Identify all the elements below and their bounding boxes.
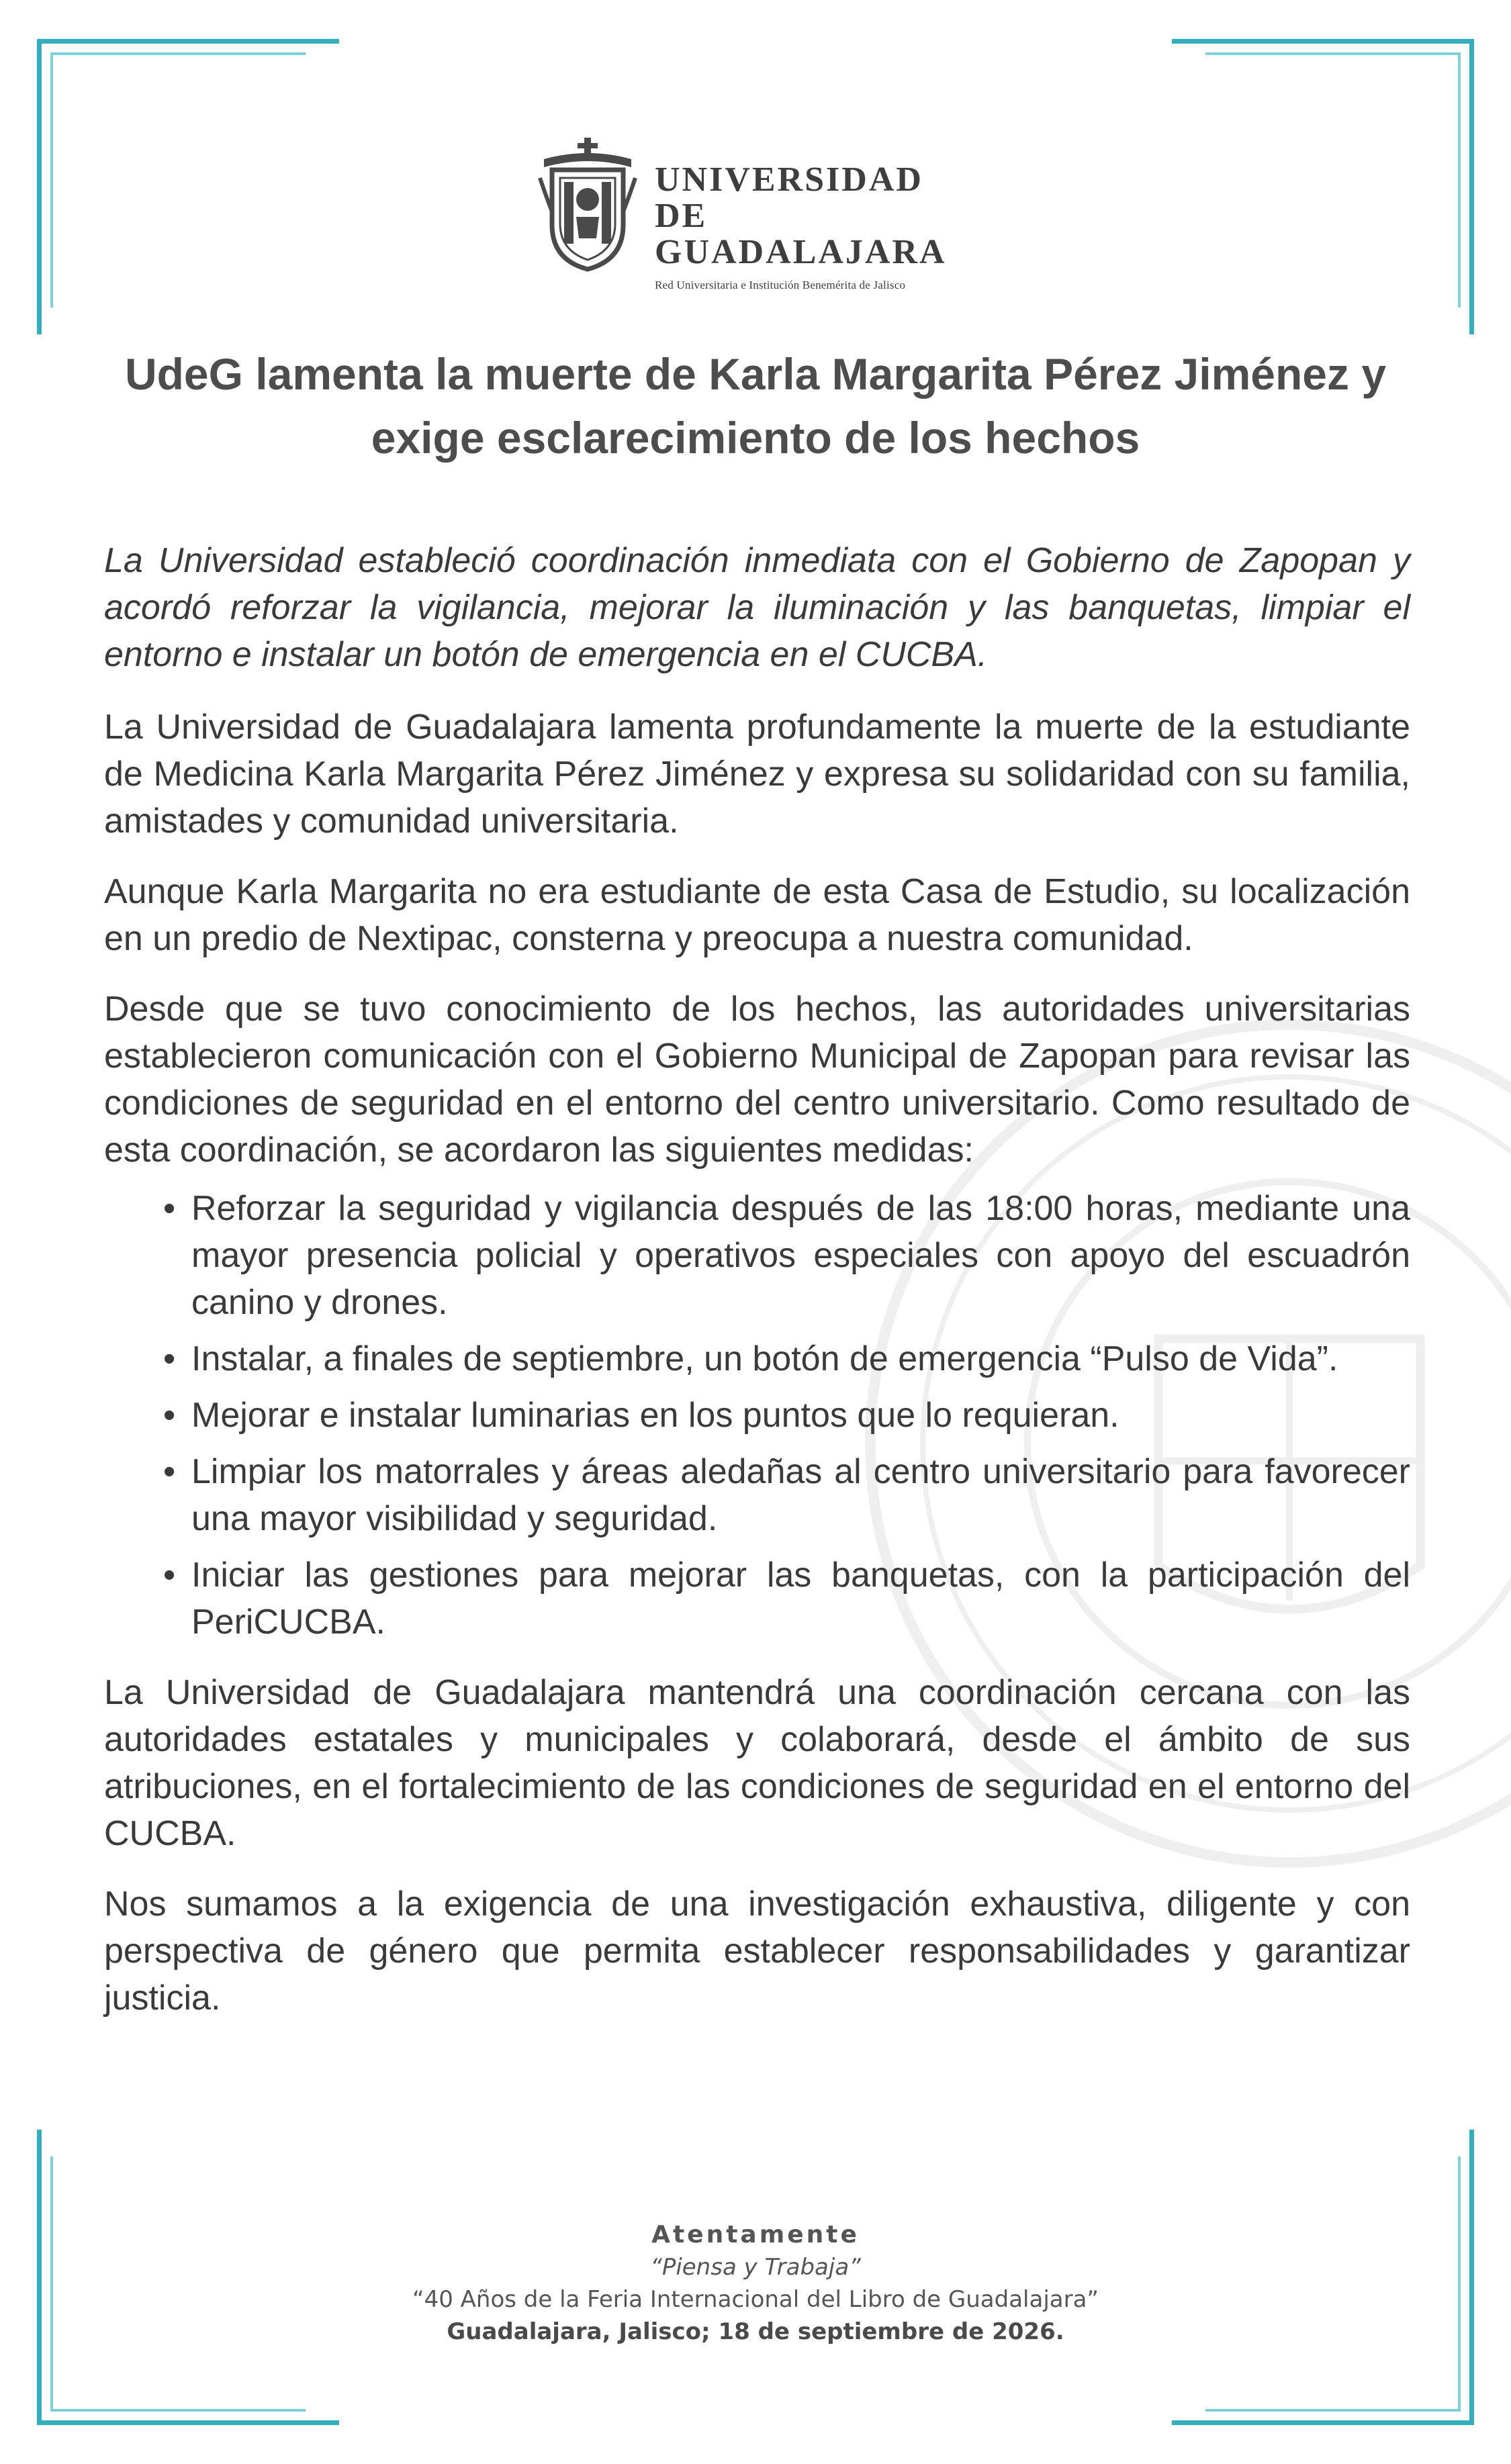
logo-line-1: UNIVERSIDAD DE: [655, 160, 923, 235]
list-item: [104, 1448, 1410, 1542]
list-item: [104, 1335, 1410, 1382]
list-item: [104, 1392, 1410, 1439]
bullet-icon: •: [163, 1189, 176, 1228]
bullet-icon: •: [163, 1339, 176, 1378]
article-body: [104, 537, 1410, 2045]
list-item-text: Iniciar las gestiones para mejorar las banquetas, con la participación del PeriCUCBA.: [191, 1556, 1410, 1642]
list-item-text: Instalar, a finales de septiembre, un botón de emergencia “Pulso de Vida”.: [191, 1339, 1338, 1378]
list-item-text: Reforzar la seguridad y vigilancia después de las 18:00 horas, mediante una mayor presencia policial y operativos especiales con apoyo del escuadrón canino y drones.: [191, 1189, 1410, 1322]
bullet-icon: •: [163, 1452, 176, 1491]
lead-paragraph: La Universidad estableció coordinación inmediata con el Gobierno de Zapopan y acordó reforzar la vigilancia, mejorar la iluminación y las banquetas, limpiar el entorno e instalar un botón de emergencia en el CUCBA.: [104, 541, 1410, 674]
body-paragraph: Desde que se tuvo conocimiento de los hechos, las autoridades universitarias establecieron comunicación con el Gobierno Municipal de Zapopan para revisar las condiciones de seguridad en el entorno del centro universitario. Como resultado de esta coordinación, se acordaron las siguientes medidas:: [104, 990, 1410, 1170]
list-item-text: Limpiar los matorrales y áreas aledañas al centro universitario para favorecer una mayor visibilidad y seguridad.: [191, 1452, 1410, 1538]
anniversary-line: “40 Años de la Feria Internacional del Libro de Guadalajara”: [412, 2286, 1099, 2313]
place-date: Guadalajara, Jalisco; 18 de septiembre de 2026.: [447, 2318, 1064, 2345]
body-paragraph: La Universidad de Guadalajara lamenta profundamente la muerte de la estudiante de Medicina Karla Margarita Pérez Jiménez y expresa su solidaridad con su familia, amistades y comunidad universitaria.: [104, 708, 1410, 841]
logo-line-2: GUADALAJARA: [655, 233, 947, 271]
list-item-text: Mejorar e instalar luminarias en los puntos que lo requieran.: [191, 1396, 1119, 1435]
university-seal-icon: [537, 138, 638, 272]
bullet-icon: •: [163, 1396, 176, 1435]
atentamente-label: Atentamente: [651, 2221, 860, 2248]
motto: “Piensa y Trabaja”: [650, 2254, 861, 2281]
bullet-icon: •: [163, 1556, 176, 1595]
page-title: UdeG lamenta la muerte de Karla Margarita Pérez Jiménez y exige esclarecimiento de los hechos: [124, 349, 1387, 463]
list-item: [104, 1552, 1410, 1646]
logo-wordmark: [655, 162, 980, 292]
closing-paragraph: La Universidad de Guadalajara mantendrá una coordinación cercana con las autoridades estatales y municipales y colaborará, desde el ámbito de sus atribuciones, en el fortalecimiento de las condiciones de seguridad en el entorno del CUCBA.: [104, 1673, 1410, 1853]
measures-list: [104, 1185, 1410, 1646]
signature-block: [0, 2219, 1511, 2348]
closing-paragraph: Nos sumamos a la exigencia de una investigación exhaustiva, diligente y con perspectiva de género que permita establecer responsabilidades y garantizar justicia.: [104, 1885, 1410, 2018]
university-logo: [537, 138, 980, 291]
list-item: [104, 1185, 1410, 1326]
body-paragraph: Aunque Karla Margarita no era estudiante de esta Casa de Estudio, su localización en un predio de Nextipac, consterna y preocupa a nuestra comunidad.: [104, 872, 1410, 958]
logo-subtitle: Red Universitaria e Institución Benemérita de Jalisco: [655, 279, 906, 291]
